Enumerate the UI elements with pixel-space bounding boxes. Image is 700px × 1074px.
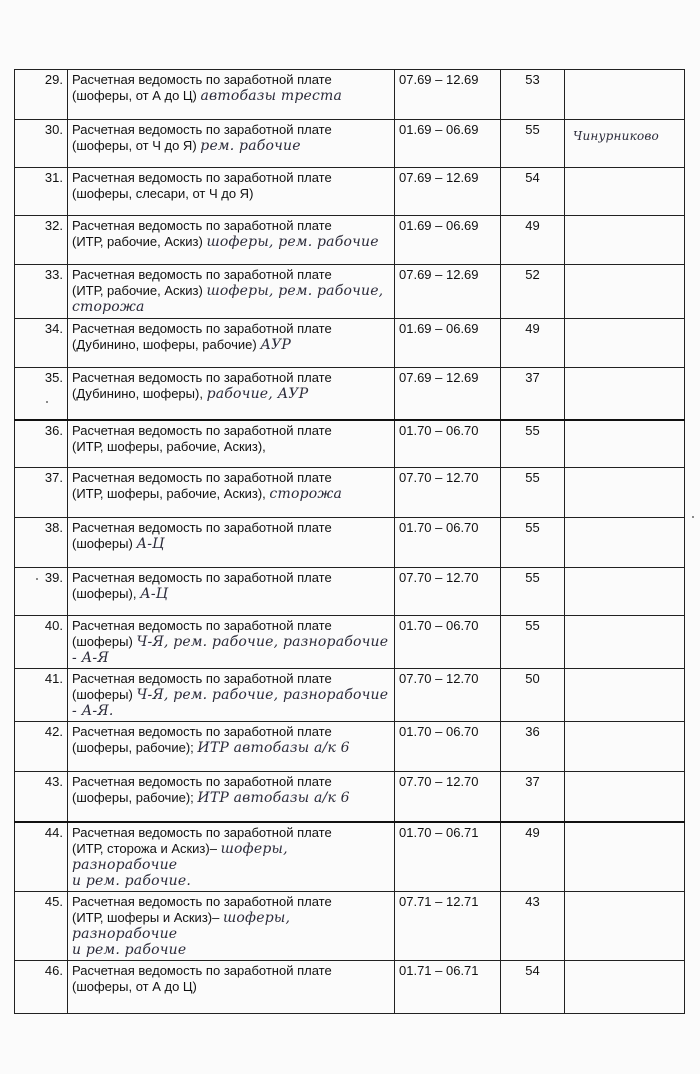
note-cell xyxy=(565,120,685,168)
handwritten-annotation: сторожа xyxy=(269,486,343,502)
date-range-text: 07.70 – 12.70 xyxy=(399,774,479,789)
note-cell xyxy=(565,891,685,960)
record-title-line: (шоферы, рабочие); xyxy=(72,740,194,755)
table-row xyxy=(15,616,685,669)
row-number-text: 41. xyxy=(44,671,63,686)
row-number xyxy=(15,722,68,772)
sheet-count-text: 54 xyxy=(525,170,540,185)
sheet-count xyxy=(501,420,565,468)
handwritten-annotation: рабочие, АУР xyxy=(206,386,309,402)
row-number xyxy=(15,265,68,319)
date-range-text: 07.69 – 12.69 xyxy=(399,267,479,282)
record-title-line: (шоферы, от А до Ц) xyxy=(72,978,197,994)
date-range xyxy=(395,669,501,722)
table-row xyxy=(15,722,685,772)
sheet-count xyxy=(501,319,565,368)
handwritten-annotation: и рем. рабочие. xyxy=(72,872,191,889)
date-range-text: 07.69 – 12.69 xyxy=(399,370,479,385)
table-row xyxy=(15,468,685,518)
record-title-line: Расчетная ведомость по заработной плате xyxy=(72,570,332,585)
sheet-count xyxy=(501,669,565,722)
sheet-count-text: 49 xyxy=(525,321,540,336)
record-title xyxy=(68,616,395,669)
handwritten-annotation: шоферы, рем. рабочие xyxy=(206,234,379,250)
record-title xyxy=(68,70,395,120)
table-row xyxy=(15,669,685,722)
date-range-text: 07.70 – 12.70 xyxy=(399,671,479,686)
row-number-text: 34. xyxy=(44,321,63,336)
table-row xyxy=(15,70,685,120)
record-title-line: (шоферы, от А до Ц) xyxy=(72,88,197,103)
row-number-text: 37. xyxy=(44,470,63,485)
handwritten-annotation: сторожа xyxy=(72,299,145,315)
record-title xyxy=(68,468,395,518)
date-range xyxy=(395,468,501,518)
record-title xyxy=(68,518,395,568)
date-range-text: 01.70 – 06.70 xyxy=(399,618,479,633)
date-range-text: 07.70 – 12.70 xyxy=(399,570,479,585)
sheet-count-text: 55 xyxy=(525,520,540,535)
row-number xyxy=(15,568,68,616)
record-title-line: Расчетная ведомость по заработной плате xyxy=(72,267,332,282)
record-title-line: (ИТР, рабочие, Аскиз) xyxy=(72,234,203,249)
record-title-line: (ИТР, рабочие, Аскиз) xyxy=(72,283,203,298)
handwritten-annotation: ИТР автобазы а/к 6 xyxy=(197,790,350,806)
date-range-text: 01.71 – 06.71 xyxy=(399,962,479,978)
record-title-line: (шоферы) xyxy=(72,634,133,649)
row-number-text: 39. xyxy=(44,570,63,585)
record-title-line: Расчетная ведомость по заработной плате xyxy=(72,470,332,485)
record-title xyxy=(68,319,395,368)
record-title-line: Расчетная ведомость по заработной плате xyxy=(72,72,332,87)
record-title xyxy=(68,891,395,960)
date-range xyxy=(395,568,501,616)
record-title-line: Расчетная ведомость по заработной плате xyxy=(72,724,332,739)
record-title-line: (шоферы) xyxy=(72,536,133,551)
row-number-text: 42. xyxy=(44,724,63,739)
row-number xyxy=(15,891,68,960)
record-title-line: (ИТР, шоферы, рабочие, Аскиз), xyxy=(72,486,266,501)
handwritten-note: Чинурниково xyxy=(573,129,659,143)
sheet-count-text: 52 xyxy=(525,267,540,282)
row-number xyxy=(15,960,68,1013)
date-range xyxy=(395,216,501,265)
row-number xyxy=(15,120,68,168)
sheet-count xyxy=(501,468,565,518)
record-title-line: (ИТР, шоферы, рабочие, Аскиз), xyxy=(72,438,266,454)
date-range xyxy=(395,368,501,420)
date-range xyxy=(395,616,501,669)
sheet-count-text: 55 xyxy=(525,470,540,485)
scan-speck xyxy=(46,401,48,403)
record-title-line: Расчетная ведомость по заработной плате xyxy=(72,824,332,840)
handwritten-annotation: ИТР автобазы а/к 6 xyxy=(197,740,350,756)
row-number xyxy=(15,70,68,120)
record-title xyxy=(68,265,395,319)
date-range xyxy=(395,319,501,368)
date-range xyxy=(395,420,501,468)
date-range-text: 01.70 – 06.71 xyxy=(399,824,479,840)
table-row xyxy=(15,319,685,368)
table-row xyxy=(15,772,685,822)
row-number xyxy=(15,420,68,468)
date-range xyxy=(395,772,501,822)
row-number xyxy=(15,468,68,518)
row-number-text: 44. xyxy=(44,824,63,840)
row-number-text: 38. xyxy=(44,520,63,535)
record-title-line: Расчетная ведомость по заработной плате xyxy=(72,370,332,385)
sheet-count-text: 37 xyxy=(525,774,540,789)
handwritten-annotation: шоферы, разнорабочие xyxy=(72,840,288,873)
record-title-line: (Дубинино, шоферы, рабочие) xyxy=(72,337,257,352)
date-range-text: 07.70 – 12.70 xyxy=(399,470,479,485)
note-cell xyxy=(565,568,685,616)
sheet-count-text: 55 xyxy=(525,618,540,633)
sheet-count xyxy=(501,368,565,420)
record-title-line: (шоферы, рабочие); xyxy=(72,790,194,805)
handwritten-annotation: АУР xyxy=(260,337,292,353)
table-row xyxy=(15,216,685,265)
handwritten-annotation: и рем. рабочие xyxy=(72,941,187,958)
row-number xyxy=(15,168,68,216)
row-number-text: 45. xyxy=(44,893,63,909)
register-rows xyxy=(15,70,685,1014)
table-row xyxy=(15,265,685,319)
sheet-count-text: 55 xyxy=(525,570,540,585)
sheet-count-text: 55 xyxy=(525,122,540,137)
row-number xyxy=(15,518,68,568)
row-number-text: 36. xyxy=(44,422,63,438)
row-number-text: 32. xyxy=(44,218,63,233)
record-title-line: Расчетная ведомость по заработной плате xyxy=(72,774,332,789)
handwritten-annotation: Ч-Я, рем. рабочие, разнорабочие - А-Я. xyxy=(72,687,389,719)
row-number xyxy=(15,772,68,822)
row-number xyxy=(15,616,68,669)
table-row xyxy=(15,960,685,1013)
record-title xyxy=(68,960,395,1013)
table-row xyxy=(15,891,685,960)
row-number-text: 30. xyxy=(44,122,63,137)
table-row xyxy=(15,120,685,168)
record-title-line: (ИТР, шоферы и Аскиз)– xyxy=(72,909,220,925)
scan-speck xyxy=(36,578,38,580)
record-title-line: (Дубинино, шоферы), xyxy=(72,386,203,401)
record-title-line: (шоферы) xyxy=(72,687,133,702)
date-range xyxy=(395,265,501,319)
record-title xyxy=(68,168,395,216)
row-number xyxy=(15,368,68,420)
date-range xyxy=(395,168,501,216)
note-cell xyxy=(565,420,685,468)
row-number-text: 29. xyxy=(44,72,63,87)
sheet-count xyxy=(501,568,565,616)
row-number xyxy=(15,216,68,265)
date-range xyxy=(395,518,501,568)
record-title-line: Расчетная ведомость по заработной плате xyxy=(72,618,332,633)
sheet-count xyxy=(501,216,565,265)
sheet-count xyxy=(501,772,565,822)
sheet-count-text: 49 xyxy=(525,218,540,233)
note-cell xyxy=(565,669,685,722)
note-cell xyxy=(565,722,685,772)
scan-speck xyxy=(692,516,694,518)
record-title-line: (шоферы), xyxy=(72,586,137,601)
handwritten-annotation: автобазы треста xyxy=(200,88,343,104)
sheet-count-text: 50 xyxy=(525,671,540,686)
note-cell xyxy=(565,468,685,518)
sheet-count-text: 53 xyxy=(525,72,540,87)
table-row xyxy=(15,420,685,468)
date-range-text: 01.69 – 06.69 xyxy=(399,321,479,336)
date-range xyxy=(395,722,501,772)
sheet-count xyxy=(501,70,565,120)
handwritten-annotation: рем. рабочие xyxy=(200,138,301,154)
record-title-line: Расчетная ведомость по заработной плате xyxy=(72,122,332,137)
register-table xyxy=(14,69,685,1014)
row-number-text: 46. xyxy=(44,962,63,978)
row-number xyxy=(15,822,68,892)
sheet-count xyxy=(501,822,565,892)
handwritten-annotation: А-Ц xyxy=(136,536,165,552)
sheet-count-text: 49 xyxy=(525,824,540,840)
record-title xyxy=(68,722,395,772)
date-range xyxy=(395,822,501,892)
table-row xyxy=(15,368,685,420)
record-title-line: Расчетная ведомость по заработной плате xyxy=(72,170,332,185)
table-row xyxy=(15,168,685,216)
table-row xyxy=(15,518,685,568)
date-range-text: 01.69 – 06.69 xyxy=(399,218,479,233)
record-title-line: (шоферы, слесари, от Ч до Я) xyxy=(72,186,254,201)
record-title xyxy=(68,822,395,892)
note-cell xyxy=(565,518,685,568)
note-cell xyxy=(565,70,685,120)
record-title-line: Расчетная ведомость по заработной плате xyxy=(72,218,332,233)
date-range xyxy=(395,120,501,168)
note-cell xyxy=(565,772,685,822)
date-range-text: 01.70 – 06.70 xyxy=(399,724,479,739)
record-title xyxy=(68,120,395,168)
date-range xyxy=(395,891,501,960)
table-row xyxy=(15,568,685,616)
record-title xyxy=(68,669,395,722)
date-range-text: 01.70 – 06.70 xyxy=(399,520,479,535)
sheet-count xyxy=(501,960,565,1013)
date-range-text: 01.69 – 06.69 xyxy=(399,122,479,137)
record-title xyxy=(68,568,395,616)
sheet-count xyxy=(501,168,565,216)
record-title-line: (шоферы, от Ч до Я) xyxy=(72,138,197,153)
sheet-count xyxy=(501,265,565,319)
record-title xyxy=(68,772,395,822)
row-number-text: 40. xyxy=(44,618,63,633)
row-number-text: 43. xyxy=(44,774,63,789)
sheet-count-text: 37 xyxy=(525,370,540,385)
record-title xyxy=(68,420,395,468)
record-title-line: Расчетная ведомость по заработной плате xyxy=(72,671,332,686)
sheet-count xyxy=(501,518,565,568)
table-row xyxy=(15,822,685,892)
sheet-count xyxy=(501,616,565,669)
record-title-line: (ИТР, сторожа и Аскиз)– xyxy=(72,840,217,856)
note-cell xyxy=(565,822,685,892)
sheet-count-text: 43 xyxy=(525,893,540,909)
note-cell xyxy=(565,168,685,216)
handwritten-annotation: Ч-Я, рем. рабочие, разнорабочие - А-Я xyxy=(72,634,389,666)
note-cell xyxy=(565,319,685,368)
sheet-count xyxy=(501,722,565,772)
row-number xyxy=(15,669,68,722)
row-number xyxy=(15,319,68,368)
record-title-line: Расчетная ведомость по заработной плате xyxy=(72,893,332,909)
sheet-count-text: 54 xyxy=(525,962,540,978)
note-cell xyxy=(565,216,685,265)
sheet-count xyxy=(501,120,565,168)
sheet-count xyxy=(501,891,565,960)
note-cell xyxy=(565,960,685,1013)
note-cell xyxy=(565,265,685,319)
record-title xyxy=(68,368,395,420)
sheet-count-text: 36 xyxy=(525,724,540,739)
row-number-text: 31. xyxy=(44,170,63,185)
date-range xyxy=(395,960,501,1013)
handwritten-annotation: шоферы, рем. рабочие, xyxy=(206,283,384,299)
record-title-line: Расчетная ведомость по заработной плате xyxy=(72,422,332,438)
row-number-text: 33. xyxy=(44,267,63,282)
note-cell xyxy=(565,368,685,420)
date-range-text: 07.69 – 12.69 xyxy=(399,170,479,185)
handwritten-annotation: шоферы, разнорабочие xyxy=(72,909,291,942)
record-title-line: Расчетная ведомость по заработной плате xyxy=(72,962,332,978)
date-range-text: 01.70 – 06.70 xyxy=(399,422,479,438)
sheet-count-text: 55 xyxy=(525,422,540,438)
date-range xyxy=(395,70,501,120)
record-title-line: Расчетная ведомость по заработной плате xyxy=(72,520,332,535)
note-cell xyxy=(565,616,685,669)
date-range-text: 07.69 – 12.69 xyxy=(399,72,479,87)
row-number-text: 35. xyxy=(44,370,63,385)
record-title-line: Расчетная ведомость по заработной плате xyxy=(72,321,332,336)
record-title xyxy=(68,216,395,265)
date-range-text: 07.71 – 12.71 xyxy=(399,893,479,909)
handwritten-annotation: А-Ц xyxy=(140,586,169,602)
